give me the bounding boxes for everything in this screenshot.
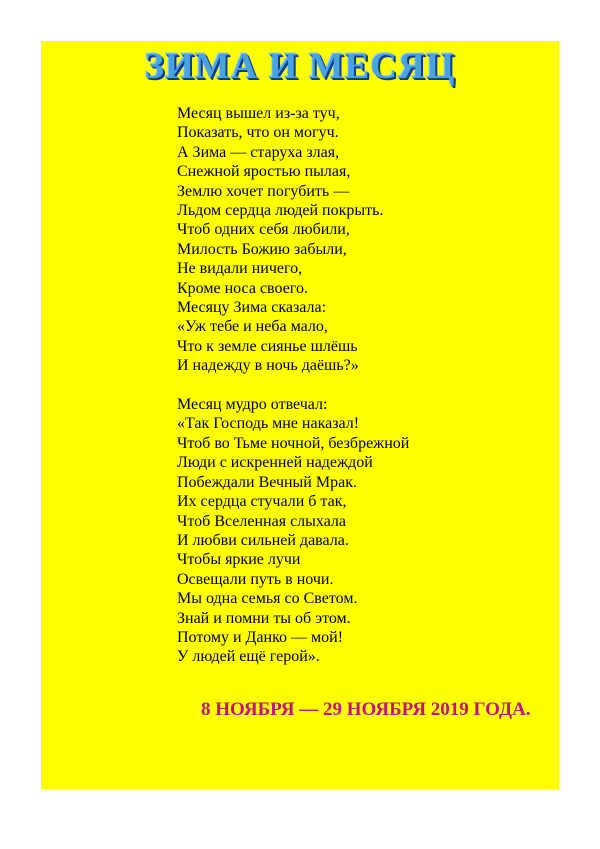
date-line: 8 НОЯБРЯ — 29 НОЯБРЯ 2019 ГОДА. <box>201 699 531 720</box>
poem-line: «Так Господь мне наказал! <box>177 415 360 433</box>
poem-line: Побеждали Вечный Мрак. <box>177 473 357 491</box>
poem-line: Их сердца стучали б так, <box>177 493 347 511</box>
poem-line: Месяц мудро отвечал: <box>177 396 328 414</box>
poem-line: Показать, что он могуч. <box>177 124 339 142</box>
poem-line: Знай и помни ты об этом. <box>177 609 351 627</box>
poem-body <box>177 104 409 667</box>
poem-line: Месяц вышел из-за туч, <box>177 105 340 122</box>
poem-line: Землю хочет погубить — <box>177 182 350 200</box>
poem-line: Люди с искренней надеждой <box>177 454 373 472</box>
poem-line: А Зима — старуха злая, <box>177 143 340 161</box>
poem-page <box>41 41 559 789</box>
poem-line: Потому и Данко — мой! <box>177 628 344 646</box>
poem-line: У людей ещё герой». <box>177 648 320 666</box>
stanza-1 <box>177 104 409 376</box>
poem-line: Снежной яростью пылая, <box>177 163 351 181</box>
poem-line: Милость Божию забыли, <box>177 240 347 258</box>
poem-line: Льдом сердца людей покрыть. <box>177 202 384 220</box>
poem-line: И надежду в ночь даёшь?» <box>177 357 359 375</box>
poem-line: Кроме носа своего. <box>177 279 308 297</box>
poem-line: И любви сильней давала. <box>177 531 349 549</box>
poem-line: Мы одна семья со Светом. <box>177 590 358 608</box>
poem-line: Чтоб Вселенная слыхала <box>177 512 347 530</box>
poem-line: «Уж тебе и неба мало, <box>177 318 328 336</box>
poem-line: Чтобы яркие лучи <box>177 551 301 569</box>
poem-line: Не видали ничего, <box>177 260 303 278</box>
poem-title: ЗИМА И МЕСЯЦ <box>144 46 456 87</box>
poem-line: Что к земле сиянье шлёшь <box>177 337 358 355</box>
stanza-2 <box>177 395 409 667</box>
poem-line: Чтоб одних себя любили, <box>177 221 350 239</box>
poem-line: Чтоб во Тьме ночной, безбрежной <box>177 434 410 452</box>
poem-line: Освещали путь в ночи. <box>177 570 334 588</box>
poem-line: Месяцу Зима сказала: <box>177 299 327 317</box>
